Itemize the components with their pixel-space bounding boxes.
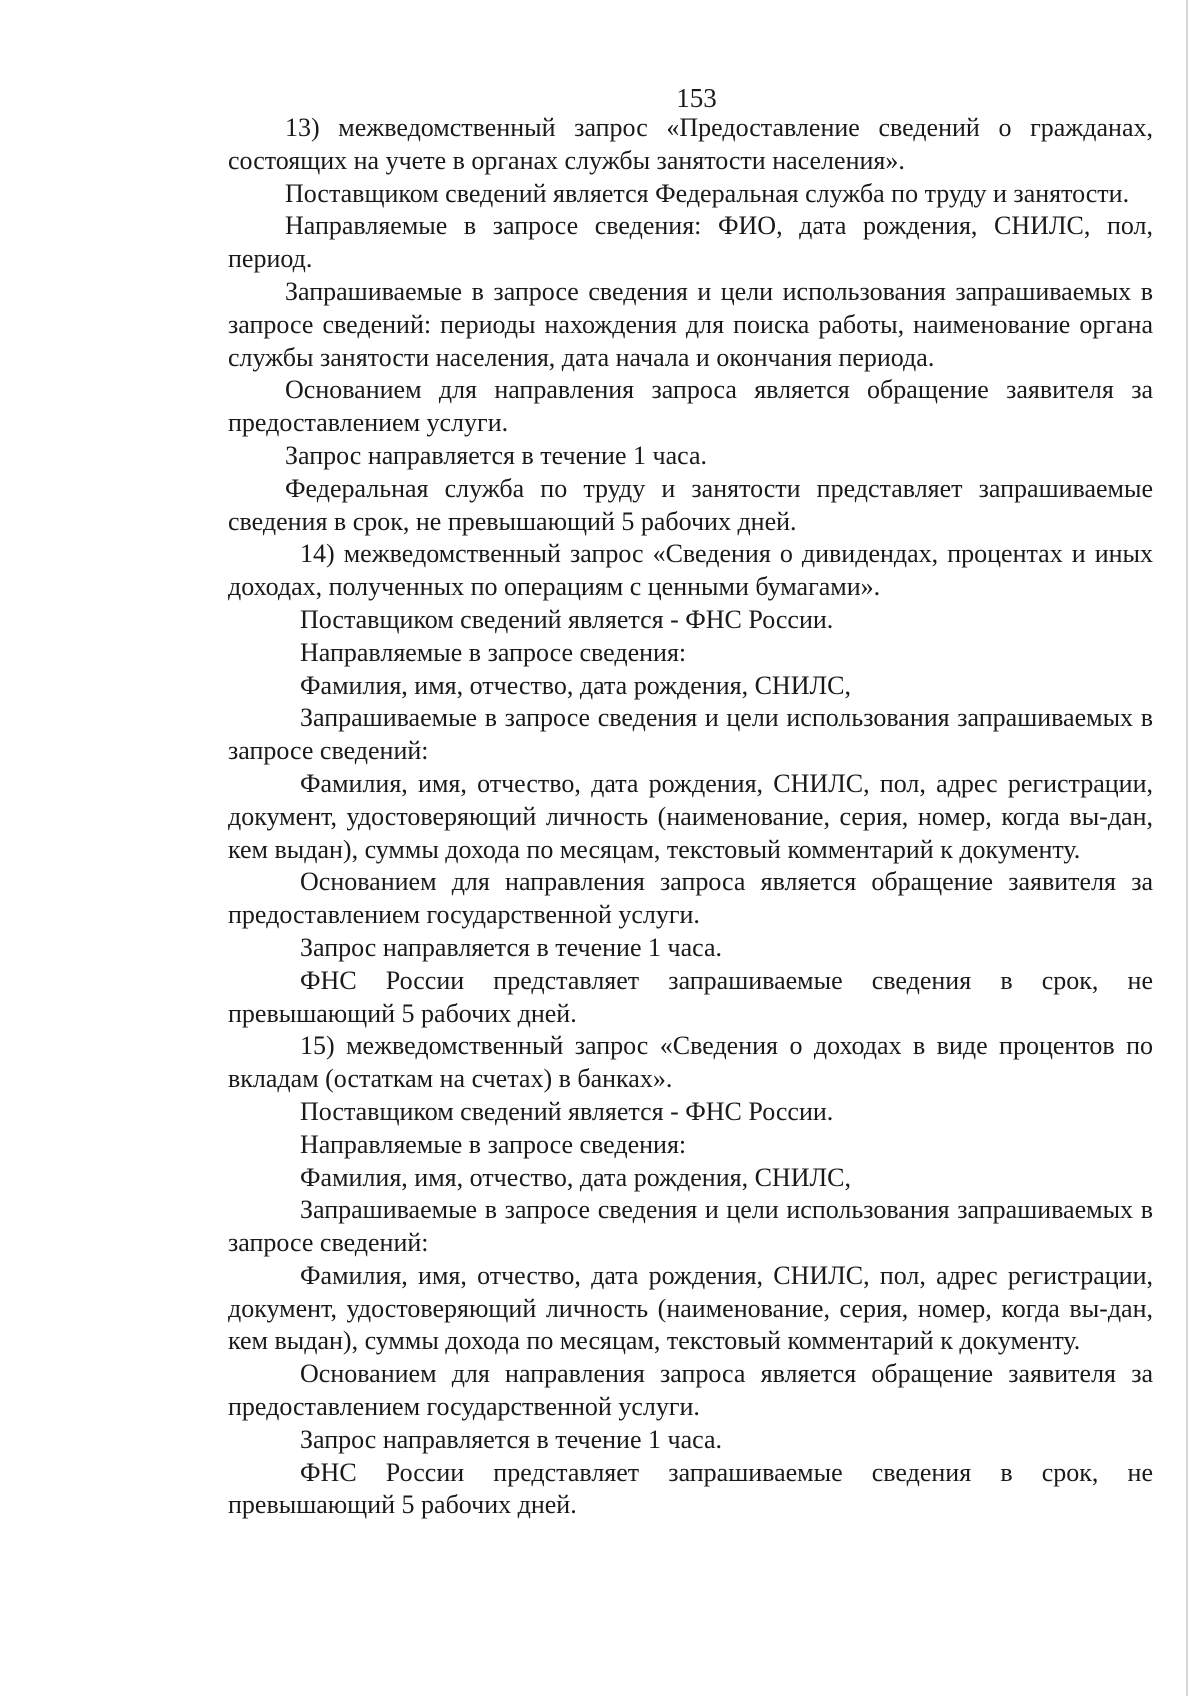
page-edge-line [1186, 0, 1188, 1696]
paragraph-14-request: 14) межведомственный запрос «Сведения о дивидендах, процентах и иных доходах, полученных по операциям с ценными бумагами». [228, 539, 1153, 602]
paragraph-15-requested-label: Запрашиваемые в запросе сведения и цели использования запрашиваемых в запросе сведений: [228, 1195, 1153, 1258]
paragraph-14-provider: Поставщиком сведений является - ФНС России. [300, 604, 834, 634]
paragraph-14-requested-label: Запрашиваемые в запросе сведения и цели использования запрашиваемых в запросе сведений: [228, 703, 1153, 766]
paragraph-15-request: 15) межведомственный запрос «Сведения о доходах в виде процентов по вкладам (остаткам на счетах) в банках». [228, 1031, 1153, 1094]
paragraph-15-deadline: ФНС России представляет запрашиваемые сведения в срок, не превышающий 5 рабочих дней. [228, 1457, 1153, 1520]
body-text [228, 112, 1153, 1522]
paragraph-15-timing: Запрос направляется в течение 1 часа. [300, 1424, 723, 1454]
paragraph-13-timing: Запрос направляется в течение 1 часа. [285, 440, 708, 470]
paragraph-13-requested-data: Запрашиваемые в запросе сведения и цели использования запрашиваемых в запросе сведений: периоды нахождения для поиска работы, наименование органа службы занятости населения, дата начала и окончания периода. [228, 276, 1153, 372]
paragraph-13-sent-data: Направляемые в запросе сведения: ФИО, дата рождения, СНИЛС, пол, период. [228, 211, 1153, 274]
paragraph-15-basis: Основанием для направления запроса является обращение заявителя за предоставлением государственной услуги. [228, 1359, 1153, 1422]
paragraph-13-deadline: Федеральная служба по труду и занятости представляет запрашиваемые сведения в срок, не превышающий 5 рабочих дней. [228, 473, 1153, 536]
paragraph-14-deadline: ФНС России представляет запрашиваемые сведения в срок, не превышающий 5 рабочих дней. [228, 965, 1153, 1028]
page-number: 153 [676, 83, 717, 113]
paragraph-15-provider: Поставщиком сведений является - ФНС России. [300, 1096, 834, 1126]
paragraph-14-basis: Основанием для направления запроса является обращение заявителя за предоставлением государственной услуги. [228, 867, 1153, 930]
paragraph-15-sent-data: Фамилия, имя, отчество, дата рождения, СНИЛС, [300, 1162, 851, 1192]
paragraph-13-request: 13) межведомственный запрос «Предоставление сведений о гражданах, состоящих на учете в органах службы занятости населения». [228, 113, 1153, 175]
paragraph-14-requested-data: Фамилия, имя, отчество, дата рождения, СНИЛС, пол, адрес регистрации, документ, удостоверяющий личность (наименование, серия, номер, когда вы-дан, кем выдан), суммы дохода по месяцам, текстовый комментарий к документу. [228, 768, 1153, 864]
paragraph-14-timing: Запрос направляется в течение 1 часа. [300, 932, 723, 962]
paragraph-14-sent-label: Направляемые в запросе сведения: [300, 637, 687, 667]
paragraph-15-requested-data: Фамилия, имя, отчество, дата рождения, СНИЛС, пол, адрес регистрации, документ, удостоверяющий личность (наименование, серия, номер, когда вы-дан, кем выдан), суммы дохода по месяцам, текстовый комментарий к документу. [228, 1260, 1153, 1356]
paragraph-13-provider: Поставщиком сведений является Федеральная служба по труду и занятости. [285, 178, 1130, 208]
paragraph-15-sent-label: Направляемые в запросе сведения: [300, 1129, 687, 1159]
paragraph-14-sent-data: Фамилия, имя, отчество, дата рождения, СНИЛС, [300, 670, 851, 700]
paragraph-13-basis: Основанием для направления запроса является обращение заявителя за предоставлением услуги. [228, 375, 1153, 438]
